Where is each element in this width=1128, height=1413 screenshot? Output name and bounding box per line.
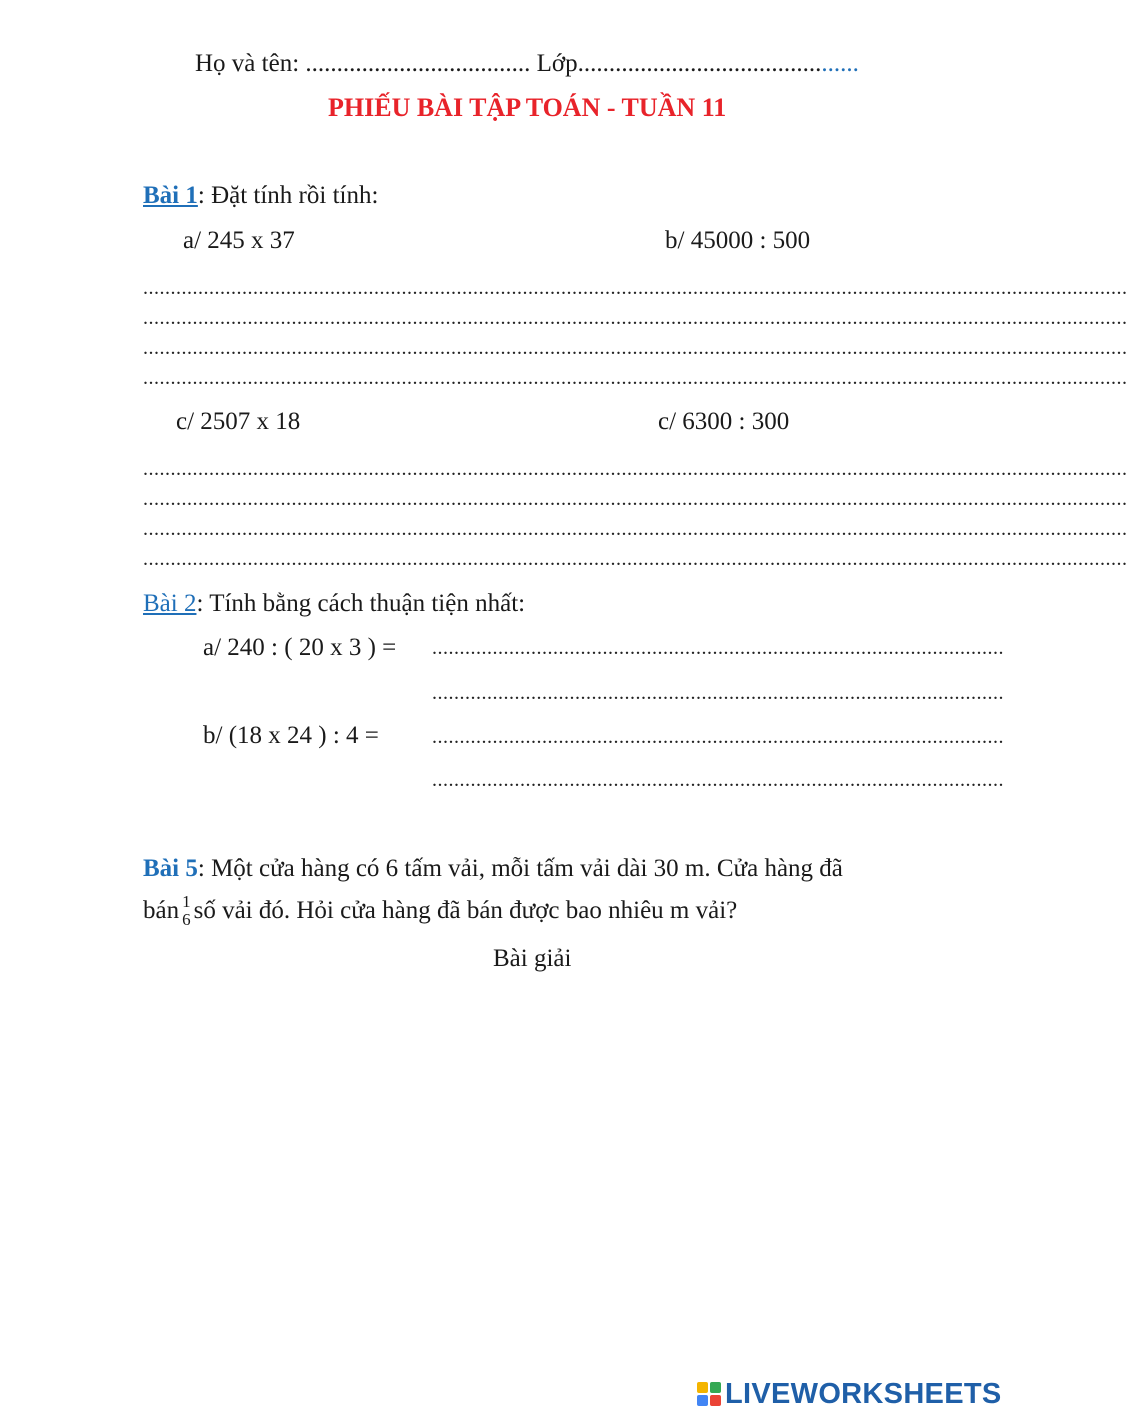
class-line-tail: ...... bbox=[821, 50, 859, 77]
exercise-2-heading bbox=[143, 590, 525, 618]
answer-line: ........................................................................................................ bbox=[432, 769, 1004, 791]
exercise-1-instruction: : Đặt tính rồi tính: bbox=[197, 182, 379, 209]
exercise-5-text-1: : Một cửa hàng có 6 tấm vải, mỗi tấm vải dài 30 m. Cửa hàng đã bbox=[197, 855, 843, 882]
exercise-1-label: Bài 1 bbox=[143, 182, 198, 209]
answer-line: ........................................................................................................ bbox=[432, 637, 1004, 659]
answer-line: ................................................................................................................................................................................... bbox=[143, 548, 1128, 570]
worksheet-title: PHIẾU BÀI TẬP TOÁN - TUẦN 11 bbox=[328, 93, 727, 122]
liveworksheets-logo-text: LIVEWORKSHEETS bbox=[725, 1377, 1002, 1410]
liveworksheets-logo-icon bbox=[697, 1382, 721, 1406]
exercise-2-instruction: : Tính bằng cách thuận tiện nhất: bbox=[196, 590, 526, 617]
fraction-numerator: 1 bbox=[182, 892, 191, 911]
answer-line: ................................................................................................................................................................................... bbox=[143, 518, 1128, 540]
exercise-5-line-2 bbox=[143, 888, 737, 934]
exercise-2b: b/ (18 x 24 ) : 4 = bbox=[203, 722, 379, 749]
answer-line: ................................................................................................................................................................................... bbox=[143, 488, 1128, 510]
answer-line: ................................................................................................................................................................................... bbox=[143, 307, 1128, 329]
exercise-5-text-2-post: số vải đó. Hỏi cửa hàng đã bán được bao nhiêu m vải? bbox=[193, 897, 738, 924]
exercise-5-line-1 bbox=[143, 855, 843, 883]
answer-line: ................................................................................................................................................................................... bbox=[143, 458, 1128, 480]
answer-line: ........................................................................................................ bbox=[432, 682, 1004, 704]
student-name-line: Họ và tên: .................................... bbox=[195, 50, 531, 77]
exercise-2a: a/ 240 : ( 20 x 3 ) = bbox=[203, 634, 397, 661]
fraction-denominator: 6 bbox=[182, 910, 191, 929]
exercise-1a: a/ 245 x 37 bbox=[183, 227, 295, 254]
exercise-1-heading bbox=[143, 182, 378, 210]
answer-line: ................................................................................................................................................................................... bbox=[143, 337, 1128, 359]
exercise-5-text-2-pre: bán bbox=[143, 897, 180, 924]
exercise-1d: c/ 6300 : 300 bbox=[658, 408, 790, 435]
answer-line: ................................................................................................................................................................................... bbox=[143, 277, 1128, 299]
exercise-2-label: Bài 2 bbox=[143, 590, 197, 617]
liveworksheets-logo bbox=[697, 1376, 1002, 1412]
exercise-1c: c/ 2507 x 18 bbox=[176, 408, 301, 435]
exercise-1b: b/ 45000 : 500 bbox=[665, 227, 811, 254]
solution-label: Bài giải bbox=[493, 945, 572, 972]
answer-line: ................................................................................................................................................................................... bbox=[143, 367, 1128, 389]
class-line: Lớp....................................... bbox=[536, 50, 822, 77]
answer-line: ........................................................................................................ bbox=[432, 726, 1004, 748]
exercise-5-label: Bài 5 bbox=[143, 855, 198, 882]
fraction-one-sixth bbox=[182, 893, 191, 929]
name-field-label bbox=[195, 50, 859, 78]
